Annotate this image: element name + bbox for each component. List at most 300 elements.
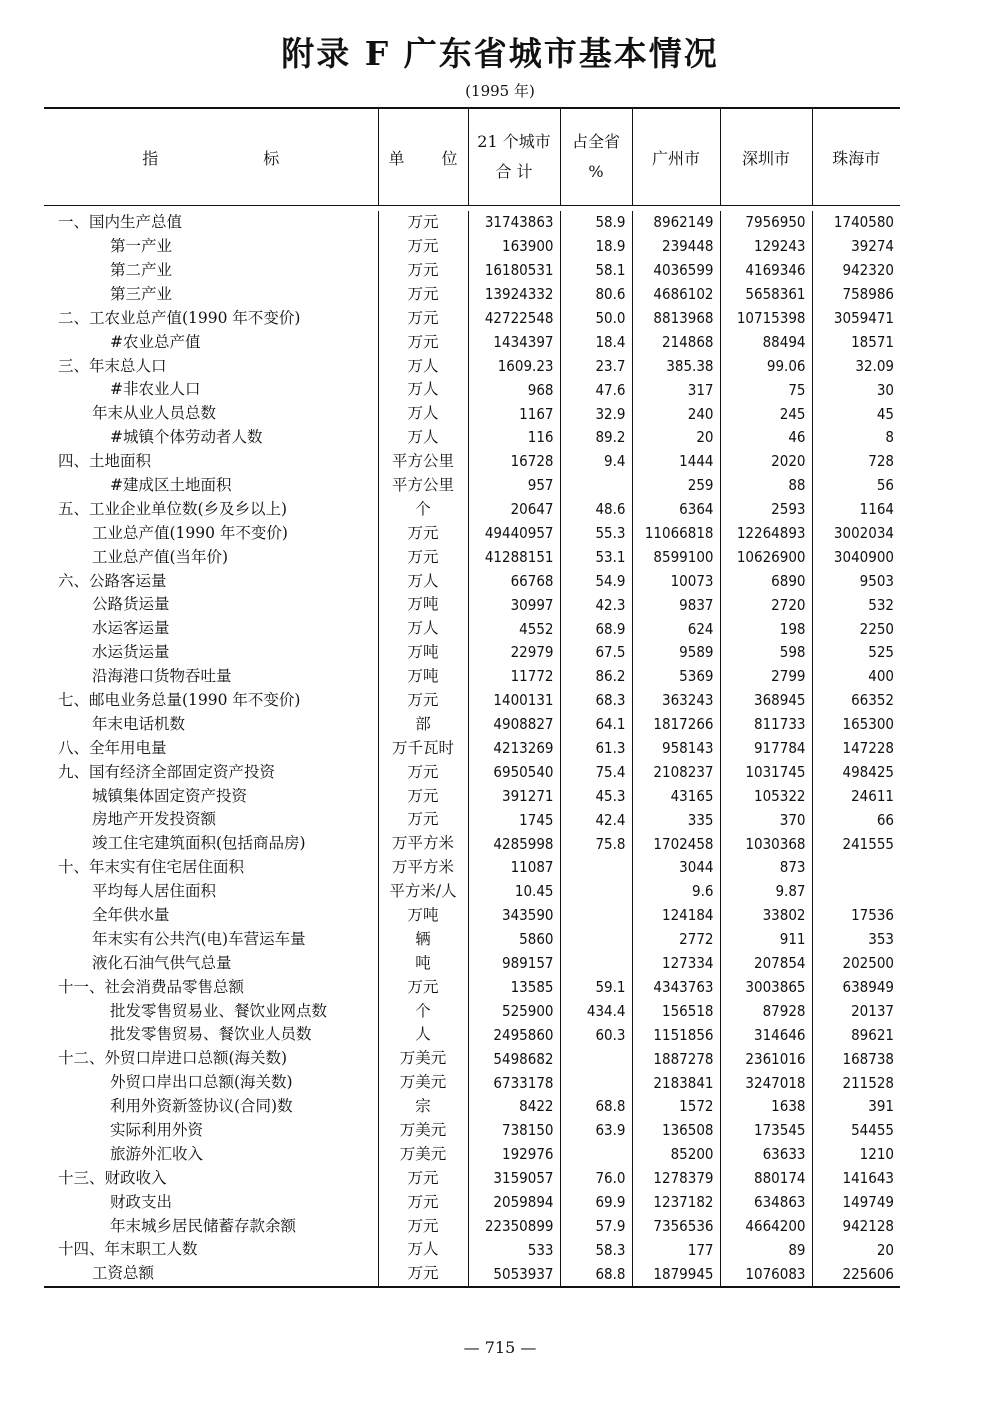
- total-cell: 5053937: [468, 1262, 560, 1287]
- unit-cell: 平方公里: [378, 450, 468, 474]
- guangzhou-cell: 1572: [632, 1095, 720, 1119]
- unit-cell: 万美元: [378, 1119, 468, 1143]
- province-percent-cell: [560, 928, 632, 952]
- indicator-cell: 工业总产值(1990 年不变价): [92, 523, 288, 542]
- table-row: [44, 1167, 900, 1191]
- shenzhen-cell: 1030368: [720, 832, 812, 856]
- indicator-cell: 公路货运量: [92, 595, 170, 614]
- unit-cell: 万美元: [378, 1071, 468, 1095]
- table-row: [44, 737, 900, 761]
- province-percent-cell: 54.9: [560, 569, 632, 593]
- province-percent-cell: 58.3: [560, 1238, 632, 1262]
- guangzhou-cell: 1151856: [632, 1023, 720, 1047]
- indicator-cell: 液化石油气供气总量: [92, 953, 232, 972]
- zhuhai-cell: 241555: [812, 832, 900, 856]
- guangzhou-cell: 239448: [632, 235, 720, 259]
- guangzhou-cell: 127334: [632, 952, 720, 976]
- unit-cell: 辆: [378, 928, 468, 952]
- indicator-cell: 八、全年用电量: [58, 738, 167, 757]
- total-cell: 30997: [468, 593, 560, 617]
- shenzhen-cell: 9.87: [720, 880, 812, 904]
- total-cell: 8422: [468, 1095, 560, 1119]
- province-percent-cell: 68.3: [560, 689, 632, 713]
- unit-cell: 万元: [378, 211, 468, 235]
- province-percent-cell: [560, 1071, 632, 1095]
- province-percent-cell: [560, 904, 632, 928]
- guangzhou-cell: 9837: [632, 593, 720, 617]
- unit-cell: 万吨: [378, 641, 468, 665]
- shenzhen-cell: 911: [720, 928, 812, 952]
- zhuhai-cell: 89621: [812, 1023, 900, 1047]
- table-row: [44, 1119, 900, 1143]
- table-row: [44, 1023, 900, 1047]
- total-cell: 11772: [468, 665, 560, 689]
- total-cell: 13924332: [468, 283, 560, 307]
- guangzhou-cell: 1278379: [632, 1167, 720, 1191]
- table-row: [44, 1143, 900, 1167]
- unit-cell: 部: [378, 713, 468, 737]
- table-row: [44, 593, 900, 617]
- total-cell: 16728: [468, 450, 560, 474]
- table-row: [44, 1095, 900, 1119]
- total-cell: 116: [468, 426, 560, 450]
- guangzhou-cell: 10073: [632, 569, 720, 593]
- header-zhuhai: 珠海市: [812, 108, 900, 206]
- shenzhen-cell: 198: [720, 617, 812, 641]
- guangzhou-cell: 2772: [632, 928, 720, 952]
- total-cell: 42722548: [468, 307, 560, 331]
- province-percent-cell: 68.8: [560, 1262, 632, 1287]
- indicator-cell: 平均每人居住面积: [92, 882, 217, 901]
- table-row: [44, 211, 900, 235]
- total-cell: 66768: [468, 569, 560, 593]
- guangzhou-cell: 240: [632, 402, 720, 426]
- total-cell: 16180531: [468, 259, 560, 283]
- guangzhou-cell: 317: [632, 378, 720, 402]
- guangzhou-cell: 20: [632, 426, 720, 450]
- table-row: [44, 354, 900, 378]
- unit-cell: 万元: [378, 307, 468, 331]
- table-row: [44, 426, 900, 450]
- zhuhai-cell: 525: [812, 641, 900, 665]
- unit-cell: 万人: [378, 617, 468, 641]
- zhuhai-cell: 202500: [812, 952, 900, 976]
- table-row: [44, 259, 900, 283]
- province-percent-cell: 48.6: [560, 498, 632, 522]
- indicator-cell: 年末电话机数: [92, 714, 186, 733]
- zhuhai-cell: 3002034: [812, 522, 900, 546]
- table-row: [44, 641, 900, 665]
- unit-cell: 平方米/人: [378, 880, 468, 904]
- shenzhen-cell: 10626900: [720, 545, 812, 569]
- guangzhou-cell: 8599100: [632, 545, 720, 569]
- page-subtitle: (1995 年): [465, 82, 535, 100]
- total-cell: 4552: [468, 617, 560, 641]
- table-row: [44, 760, 900, 784]
- unit-cell: 万元: [378, 1167, 468, 1191]
- zhuhai-cell: 165300: [812, 713, 900, 737]
- unit-cell: 万元: [378, 259, 468, 283]
- province-percent-cell: [560, 474, 632, 498]
- unit-cell: 万人: [378, 354, 468, 378]
- guangzhou-cell: 8813968: [632, 307, 720, 331]
- unit-cell: 万元: [378, 545, 468, 569]
- guangzhou-cell: 11066818: [632, 522, 720, 546]
- indicator-cell: 二、工农业总产值(1990 年不变价): [58, 308, 301, 327]
- guangzhou-cell: 9589: [632, 641, 720, 665]
- guangzhou-cell: 1879945: [632, 1262, 720, 1287]
- zhuhai-cell: 18571: [812, 330, 900, 354]
- guangzhou-cell: 43165: [632, 784, 720, 808]
- zhuhai-cell: 1210: [812, 1143, 900, 1167]
- unit-cell: 个: [378, 999, 468, 1023]
- table-row: [44, 307, 900, 331]
- province-percent-cell: 47.6: [560, 378, 632, 402]
- guangzhou-cell: 1444: [632, 450, 720, 474]
- shenzhen-cell: 129243: [720, 235, 812, 259]
- header-shenzhen: 深圳市: [720, 108, 812, 206]
- guangzhou-cell: 259: [632, 474, 720, 498]
- zhuhai-cell: 20: [812, 1238, 900, 1262]
- province-percent-cell: 69.9: [560, 1191, 632, 1215]
- indicator-cell: 十二、外贸口岸进口总额(海关数): [58, 1049, 288, 1068]
- unit-cell: 万元: [378, 235, 468, 259]
- table-row: [44, 1214, 900, 1238]
- shenzhen-cell: 873: [720, 856, 812, 880]
- unit-cell: 万元: [378, 283, 468, 307]
- page-title: 附录 F 广东省城市基本情况: [281, 34, 719, 73]
- zhuhai-cell: 400: [812, 665, 900, 689]
- table-row: [44, 832, 900, 856]
- guangzhou-cell: 2108237: [632, 760, 720, 784]
- table-row: [44, 283, 900, 307]
- province-percent-cell: 75.4: [560, 760, 632, 784]
- total-cell: 3159057: [468, 1167, 560, 1191]
- unit-cell: 万元: [378, 808, 468, 832]
- zhuhai-cell: 20137: [812, 999, 900, 1023]
- province-percent-cell: 9.4: [560, 450, 632, 474]
- zhuhai-cell: 66: [812, 808, 900, 832]
- table-row: [44, 856, 900, 880]
- total-cell: 6733178: [468, 1071, 560, 1095]
- total-cell: 1167: [468, 402, 560, 426]
- header-province-percent: 占全省 %: [560, 108, 632, 206]
- unit-cell: 万元: [378, 1262, 468, 1287]
- indicator-cell: 外贸口岸出口总额(海关数): [110, 1073, 293, 1092]
- shenzhen-cell: 207854: [720, 952, 812, 976]
- indicator-cell: 批发零售贸易业、餐饮业网点数: [110, 1001, 328, 1020]
- province-percent-cell: 50.0: [560, 307, 632, 331]
- table-row: [44, 569, 900, 593]
- indicator-cell: 工业总产值(当年价): [92, 547, 229, 566]
- guangzhou-cell: 363243: [632, 689, 720, 713]
- table-row: [44, 1238, 900, 1262]
- zhuhai-cell: 532: [812, 593, 900, 617]
- table-row: [44, 904, 900, 928]
- province-percent-cell: 42.4: [560, 808, 632, 832]
- header-guangzhou: 广州市: [632, 108, 720, 206]
- total-cell: 1745: [468, 808, 560, 832]
- guangzhou-cell: 7356536: [632, 1214, 720, 1238]
- table-row: [44, 689, 900, 713]
- indicator-cell: 五、工业企业单位数(乡及乡以上): [58, 499, 288, 518]
- zhuhai-cell: 942320: [812, 259, 900, 283]
- indicator-cell: #城镇个体劳动者人数: [110, 428, 263, 447]
- shenzhen-cell: 598: [720, 641, 812, 665]
- province-percent-cell: 60.3: [560, 1023, 632, 1047]
- zhuhai-cell: 211528: [812, 1071, 900, 1095]
- unit-cell: 万吨: [378, 904, 468, 928]
- shenzhen-cell: 33802: [720, 904, 812, 928]
- unit-cell: 万美元: [378, 1047, 468, 1071]
- shenzhen-cell: 87928: [720, 999, 812, 1023]
- unit-cell: 万元: [378, 522, 468, 546]
- shenzhen-cell: 1638: [720, 1095, 812, 1119]
- province-percent-cell: 80.6: [560, 283, 632, 307]
- guangzhou-cell: 4036599: [632, 259, 720, 283]
- table-row: [44, 665, 900, 689]
- indicator-cell: 竣工住宅建筑面积(包括商品房): [92, 834, 306, 853]
- shenzhen-cell: 3247018: [720, 1071, 812, 1095]
- shenzhen-cell: 12264893: [720, 522, 812, 546]
- table-row: [44, 1071, 900, 1095]
- shenzhen-cell: 2361016: [720, 1047, 812, 1071]
- guangzhou-cell: 335: [632, 808, 720, 832]
- province-percent-cell: 45.3: [560, 784, 632, 808]
- total-cell: 4213269: [468, 737, 560, 761]
- province-percent-cell: 61.3: [560, 737, 632, 761]
- total-cell: 5860: [468, 928, 560, 952]
- total-cell: 22979: [468, 641, 560, 665]
- shenzhen-cell: 75: [720, 378, 812, 402]
- unit-cell: 万元: [378, 760, 468, 784]
- indicator-cell: 九、国有经济全部固定资产投资: [58, 762, 276, 781]
- indicator-cell: 批发零售贸易、餐饮业人员数: [110, 1025, 312, 1044]
- province-percent-cell: 63.9: [560, 1119, 632, 1143]
- guangzhou-cell: 9.6: [632, 880, 720, 904]
- header-unit: 单 位: [378, 108, 468, 206]
- province-percent-cell: 55.3: [560, 522, 632, 546]
- table-row: [44, 808, 900, 832]
- guangzhou-cell: 4686102: [632, 283, 720, 307]
- indicator-cell: 三、年末总人口: [58, 356, 167, 375]
- shenzhen-cell: 46: [720, 426, 812, 450]
- shenzhen-cell: 1031745: [720, 760, 812, 784]
- zhuhai-cell: 30: [812, 378, 900, 402]
- unit-cell: 万人: [378, 402, 468, 426]
- zhuhai-cell: 147228: [812, 737, 900, 761]
- table-row: [44, 880, 900, 904]
- guangzhou-cell: 214868: [632, 330, 720, 354]
- table-row: [44, 976, 900, 1000]
- indicator-cell: #建成区土地面积: [110, 475, 232, 494]
- guangzhou-cell: 385.38: [632, 354, 720, 378]
- indicator-cell: 第三产业: [110, 284, 173, 303]
- shenzhen-cell: 368945: [720, 689, 812, 713]
- total-cell: 2059894: [468, 1191, 560, 1215]
- indicator-cell: 十一、社会消费品零售总额: [58, 977, 245, 996]
- zhuhai-cell: 8: [812, 426, 900, 450]
- province-percent-cell: [560, 1143, 632, 1167]
- total-cell: 391271: [468, 784, 560, 808]
- guangzhou-cell: 5369: [632, 665, 720, 689]
- shenzhen-cell: 105322: [720, 784, 812, 808]
- province-percent-cell: 434.4: [560, 999, 632, 1023]
- indicator-cell: 水运货运量: [92, 643, 170, 662]
- table-row: [44, 545, 900, 569]
- indicator-cell: 旅游外汇收入: [110, 1144, 204, 1163]
- total-cell: 989157: [468, 952, 560, 976]
- province-percent-cell: 57.9: [560, 1214, 632, 1238]
- zhuhai-cell: 942128: [812, 1214, 900, 1238]
- guangzhou-cell: 1817266: [632, 713, 720, 737]
- province-percent-cell: 75.8: [560, 832, 632, 856]
- total-cell: 738150: [468, 1119, 560, 1143]
- total-cell: 10.45: [468, 880, 560, 904]
- guangzhou-cell: 136508: [632, 1119, 720, 1143]
- guangzhou-cell: 1237182: [632, 1191, 720, 1215]
- province-percent-cell: 68.8: [560, 1095, 632, 1119]
- unit-cell: 万平方米: [378, 832, 468, 856]
- unit-cell: 万人: [378, 569, 468, 593]
- table-row: [44, 402, 900, 426]
- shenzhen-cell: 6890: [720, 569, 812, 593]
- indicator-cell: 房地产开发投资额: [92, 810, 217, 829]
- table-row: [44, 784, 900, 808]
- indicator-cell: 沿海港口货物吞吐量: [92, 667, 232, 686]
- province-percent-cell: 58.9: [560, 211, 632, 235]
- table-body: [44, 211, 900, 1287]
- total-cell: 533: [468, 1238, 560, 1262]
- total-cell: 22350899: [468, 1214, 560, 1238]
- zhuhai-cell: 45: [812, 402, 900, 426]
- guangzhou-cell: 124184: [632, 904, 720, 928]
- zhuhai-cell: 66352: [812, 689, 900, 713]
- province-percent-cell: 86.2: [560, 665, 632, 689]
- shenzhen-cell: 4169346: [720, 259, 812, 283]
- header-indicator: 指 标: [44, 108, 378, 206]
- total-cell: 4908827: [468, 713, 560, 737]
- zhuhai-cell: 638949: [812, 976, 900, 1000]
- shenzhen-cell: 245: [720, 402, 812, 426]
- province-percent-cell: 18.4: [560, 330, 632, 354]
- table-row: [44, 450, 900, 474]
- shenzhen-cell: 880174: [720, 1167, 812, 1191]
- province-percent-cell: 53.1: [560, 545, 632, 569]
- unit-cell: 万美元: [378, 1143, 468, 1167]
- guangzhou-cell: 8962149: [632, 211, 720, 235]
- total-cell: 11087: [468, 856, 560, 880]
- unit-cell: 平方公里: [378, 474, 468, 498]
- province-percent-cell: [560, 952, 632, 976]
- unit-cell: 万吨: [378, 665, 468, 689]
- zhuhai-cell: 17536: [812, 904, 900, 928]
- province-percent-cell: 64.1: [560, 713, 632, 737]
- zhuhai-cell: 758986: [812, 283, 900, 307]
- total-cell: 4285998: [468, 832, 560, 856]
- total-cell: 13585: [468, 976, 560, 1000]
- shenzhen-cell: 811733: [720, 713, 812, 737]
- header-total: 21 个城市 合 计: [468, 108, 560, 206]
- total-cell: 6950540: [468, 760, 560, 784]
- shenzhen-cell: 2799: [720, 665, 812, 689]
- province-percent-cell: 23.7: [560, 354, 632, 378]
- unit-cell: 万千瓦时: [378, 737, 468, 761]
- zhuhai-cell: 3040900: [812, 545, 900, 569]
- table-row: [44, 474, 900, 498]
- table-row: [44, 235, 900, 259]
- table-row: [44, 522, 900, 546]
- total-cell: 1434397: [468, 330, 560, 354]
- indicator-cell: 城镇集体固定资产投资: [92, 786, 248, 805]
- unit-cell: 万元: [378, 1191, 468, 1215]
- zhuhai-cell: 24611: [812, 784, 900, 808]
- zhuhai-cell: 54455: [812, 1119, 900, 1143]
- indicator-cell: 一、国内生产总值: [58, 213, 183, 232]
- province-percent-cell: 68.9: [560, 617, 632, 641]
- indicator-cell: 工资总额: [44, 1262, 378, 1287]
- zhuhai-cell: 9503: [812, 569, 900, 593]
- shenzhen-cell: 88: [720, 474, 812, 498]
- unit-cell: 万人: [378, 1238, 468, 1262]
- province-percent-cell: 58.1: [560, 259, 632, 283]
- province-percent-cell: [560, 856, 632, 880]
- page-number: — 715 —: [463, 1338, 537, 1357]
- guangzhou-cell: 6364: [632, 498, 720, 522]
- indicator-cell: #非农业人口: [110, 380, 201, 399]
- unit-cell: 宗: [378, 1095, 468, 1119]
- shenzhen-cell: 634863: [720, 1191, 812, 1215]
- zhuhai-cell: 391: [812, 1095, 900, 1119]
- province-percent-cell: 59.1: [560, 976, 632, 1000]
- indicator-cell: 利用外资新签协议(合同)数: [110, 1097, 293, 1116]
- indicator-cell: 全年供水量: [92, 906, 170, 925]
- indicator-cell: 年末从业人员总数: [92, 404, 217, 423]
- total-cell: 525900: [468, 999, 560, 1023]
- zhuhai-cell: 39274: [812, 235, 900, 259]
- shenzhen-cell: 2720: [720, 593, 812, 617]
- guangzhou-cell: 4343763: [632, 976, 720, 1000]
- shenzhen-cell: 10715398: [720, 307, 812, 331]
- zhuhai-cell: 149749: [812, 1191, 900, 1215]
- indicator-cell: 十、年末实有住宅居住面积: [58, 858, 245, 877]
- shenzhen-cell: 370: [720, 808, 812, 832]
- unit-cell: 人: [378, 1023, 468, 1047]
- unit-cell: 万元: [378, 976, 468, 1000]
- zhuhai-cell: 32.09: [812, 354, 900, 378]
- unit-cell: 万元: [378, 784, 468, 808]
- unit-cell: 个: [378, 498, 468, 522]
- unit-cell: 万元: [378, 689, 468, 713]
- zhuhai-cell: 1740580: [812, 211, 900, 235]
- table-row: [44, 330, 900, 354]
- guangzhou-cell: 156518: [632, 999, 720, 1023]
- indicator-cell: 水运客运量: [92, 619, 170, 638]
- table-row: [44, 378, 900, 402]
- zhuhai-cell: 353: [812, 928, 900, 952]
- table-row: [44, 713, 900, 737]
- shenzhen-cell: 99.06: [720, 354, 812, 378]
- indicator-cell: 财政支出: [110, 1192, 173, 1211]
- shenzhen-cell: 2593: [720, 498, 812, 522]
- province-percent-cell: 18.9: [560, 235, 632, 259]
- shenzhen-cell: 1076083: [720, 1262, 812, 1287]
- indicator-cell: #农业总产值: [110, 332, 201, 351]
- zhuhai-cell: 56: [812, 474, 900, 498]
- zhuhai-cell: 3059471: [812, 307, 900, 331]
- province-percent-cell: [560, 880, 632, 904]
- unit-cell: 吨: [378, 952, 468, 976]
